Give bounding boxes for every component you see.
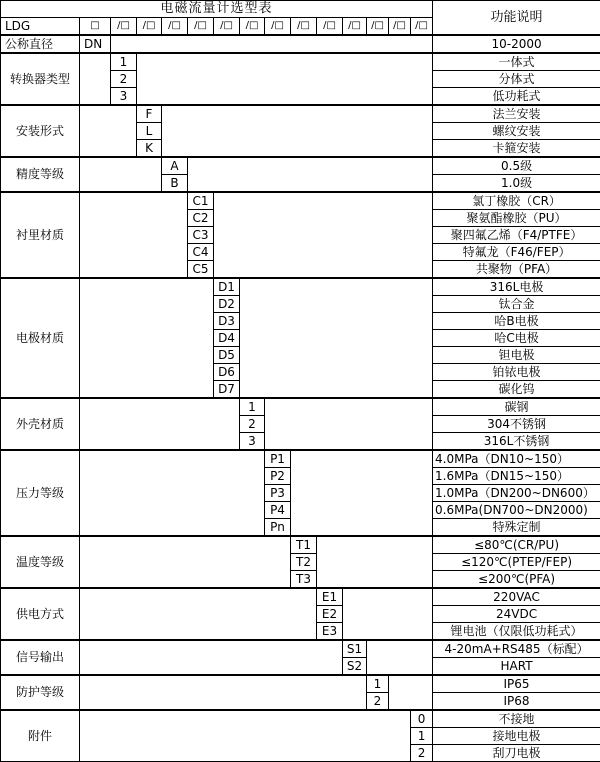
code-cell: D1 — [214, 278, 240, 296]
desc-cell: 刮刀电极 — [433, 745, 600, 762]
code-cell: Pn — [265, 519, 291, 537]
code-cell: C5 — [188, 261, 214, 279]
spacer-cell — [80, 157, 162, 192]
desc-cell: 碳钢 — [433, 398, 600, 416]
page-title: 电磁流量计选型表 — [1, 1, 433, 18]
desc-cell: 304不锈钢 — [433, 416, 600, 433]
desc-cell: 低功耗式 — [433, 88, 600, 106]
spacer-cell — [389, 675, 433, 710]
desc-cell: 特殊定制 — [433, 519, 600, 537]
spacer-cell — [80, 450, 265, 536]
desc-cell: 10-2000 — [433, 35, 600, 53]
row-label-electrode: 电极材质 — [1, 278, 80, 398]
desc-cell: 螺纹安装 — [433, 123, 600, 140]
row-label-pressure: 压力等级 — [1, 450, 80, 536]
code-cell: E1 — [317, 588, 343, 606]
desc-cell: 24VDC — [433, 606, 600, 623]
desc-cell: 不接地 — [433, 710, 600, 728]
row-label-converter: 转换器类型 — [1, 53, 80, 105]
desc-cell: IP65 — [433, 675, 600, 693]
spacer-cell — [80, 675, 367, 710]
code-cell: B — [162, 175, 188, 193]
spacer-cell — [80, 278, 214, 398]
code-cell: C1 — [188, 192, 214, 210]
code-cell: 2 — [111, 71, 137, 88]
desc-cell: 一体式 — [433, 53, 600, 71]
row-label-temperature: 温度等级 — [1, 536, 80, 588]
row-label-installation: 安装形式 — [1, 105, 80, 157]
slot-box: /□ — [367, 18, 389, 36]
code-cell: F — [137, 105, 162, 123]
model-code: LDG — [1, 18, 80, 36]
code-cell: D7 — [214, 381, 240, 399]
spacer-cell — [80, 398, 240, 450]
slot-box: /□ — [343, 18, 367, 36]
code-cell: S2 — [343, 658, 367, 676]
desc-cell: 共聚物（PFA） — [433, 261, 600, 279]
desc-cell: 法兰安装 — [433, 105, 600, 123]
desc-cell: 碳化钨 — [433, 381, 600, 399]
row-label-diameter: 公称直径 — [1, 35, 80, 53]
spacer-cell — [240, 278, 433, 398]
desc-cell: 铂铱电极 — [433, 364, 600, 381]
spacer-cell — [162, 105, 433, 157]
code-cell: D2 — [214, 296, 240, 313]
spacer-cell — [80, 53, 111, 105]
slot-box: /□ — [389, 18, 411, 36]
desc-cell: 氯丁橡胶（CR） — [433, 192, 600, 210]
row-label-power: 供电方式 — [1, 588, 80, 640]
code-cell: A — [162, 157, 188, 175]
spacer-cell — [367, 640, 433, 675]
row-label-signal: 信号输出 — [1, 640, 80, 675]
slot-box: /□ — [214, 18, 240, 36]
slot-box: /□ — [317, 18, 343, 36]
desc-cell: 316L不锈钢 — [433, 433, 600, 451]
code-cell: P3 — [265, 485, 291, 502]
row-label-protection: 防护等级 — [1, 675, 80, 710]
code-cell: T3 — [291, 571, 317, 589]
code-cell: K — [137, 140, 162, 158]
desc-cell: 聚四氟乙烯（F4/PTFE） — [433, 227, 600, 244]
code-cell: T1 — [291, 536, 317, 554]
code-cell: 2 — [367, 693, 389, 711]
desc-cell: ≤200℃(PFA) — [433, 571, 600, 589]
desc-cell: 聚氨酯橡胶（PU） — [433, 210, 600, 227]
spacer-cell — [80, 192, 188, 278]
spacer-cell — [343, 588, 433, 640]
spacer-cell — [80, 640, 343, 675]
desc-cell: 316L电极 — [433, 278, 600, 296]
desc-cell: ≤80℃(CR/PU) — [433, 536, 600, 554]
code-cell: P1 — [265, 450, 291, 468]
desc-cell: IP68 — [433, 693, 600, 711]
desc-cell: 0.6MPa(DN700~DN2000) — [433, 502, 600, 519]
code-cell: D4 — [214, 330, 240, 347]
code-cell: 2 — [240, 416, 265, 433]
spacer-cell — [80, 588, 317, 640]
desc-cell: 钛合金 — [433, 296, 600, 313]
row-label-accessory: 附件 — [1, 710, 80, 762]
spacer-cell — [265, 398, 433, 450]
slot-box: /□ — [111, 18, 137, 36]
code-cell: E3 — [317, 623, 343, 641]
spacer-cell — [80, 536, 291, 588]
desc-cell: 钽电极 — [433, 347, 600, 364]
code-cell: P4 — [265, 502, 291, 519]
code-cell: T2 — [291, 554, 317, 571]
code-cell: L — [137, 123, 162, 140]
row-label-housing: 外壳材质 — [1, 398, 80, 450]
function-header: 功能说明 — [433, 1, 600, 36]
desc-cell: 4.0MPa（DN10~150） — [433, 450, 600, 468]
code-cell: 1 — [411, 728, 433, 745]
code-cell: 1 — [367, 675, 389, 693]
code-cell: D6 — [214, 364, 240, 381]
code-cell: C3 — [188, 227, 214, 244]
code-cell: D3 — [214, 313, 240, 330]
code-cell: 1 — [111, 53, 137, 71]
code-cell: 3 — [111, 88, 137, 106]
spacer-cell — [291, 450, 433, 536]
desc-cell: ≤120℃(PTEP/FEP) — [433, 554, 600, 571]
desc-cell: 1.0MPa（DN200~DN600） — [433, 485, 600, 502]
spacer-cell — [80, 105, 137, 157]
desc-cell: 接地电极 — [433, 728, 600, 745]
desc-cell: 哈C电极 — [433, 330, 600, 347]
slot-box: /□ — [240, 18, 265, 36]
spacer-cell — [137, 53, 433, 105]
code-cell: 0 — [411, 710, 433, 728]
spacer-cell — [214, 192, 433, 278]
desc-cell: 1.0级 — [433, 175, 600, 193]
code-cell: 3 — [240, 433, 265, 451]
desc-cell: 0.5级 — [433, 157, 600, 175]
model-base-box: □ — [80, 18, 111, 36]
spacer-cell — [80, 710, 411, 762]
row-label-lining: 衬里材质 — [1, 192, 80, 278]
spacer-cell — [188, 157, 433, 192]
desc-cell: 4-20mA+RS485（标配） — [433, 640, 600, 658]
desc-cell: 锂电池（仅限低功耗式） — [433, 623, 600, 641]
code-cell: P2 — [265, 468, 291, 485]
slot-box: /□ — [411, 18, 433, 36]
desc-cell: HART — [433, 658, 600, 676]
code-cell: 1 — [240, 398, 265, 416]
slot-box: /□ — [291, 18, 317, 36]
code-cell: 2 — [411, 745, 433, 762]
spacer-cell — [111, 35, 433, 53]
desc-cell: 哈B电极 — [433, 313, 600, 330]
code-cell: C4 — [188, 244, 214, 261]
code-cell: D5 — [214, 347, 240, 364]
row-label-accuracy: 精度等级 — [1, 157, 80, 192]
desc-cell: 220VAC — [433, 588, 600, 606]
desc-cell: 分体式 — [433, 71, 600, 88]
slot-box: /□ — [137, 18, 162, 36]
slot-box: /□ — [188, 18, 214, 36]
code-cell: E2 — [317, 606, 343, 623]
desc-cell: 卡箍安装 — [433, 140, 600, 158]
spacer-cell — [317, 536, 433, 588]
code-cell: S1 — [343, 640, 367, 658]
slot-box: /□ — [265, 18, 291, 36]
desc-cell: 1.6MPa（DN15~150） — [433, 468, 600, 485]
desc-cell: 特氟龙（F46/FEP） — [433, 244, 600, 261]
code-cell: DN — [80, 35, 111, 53]
code-cell: C2 — [188, 210, 214, 227]
slot-box: /□ — [162, 18, 188, 36]
